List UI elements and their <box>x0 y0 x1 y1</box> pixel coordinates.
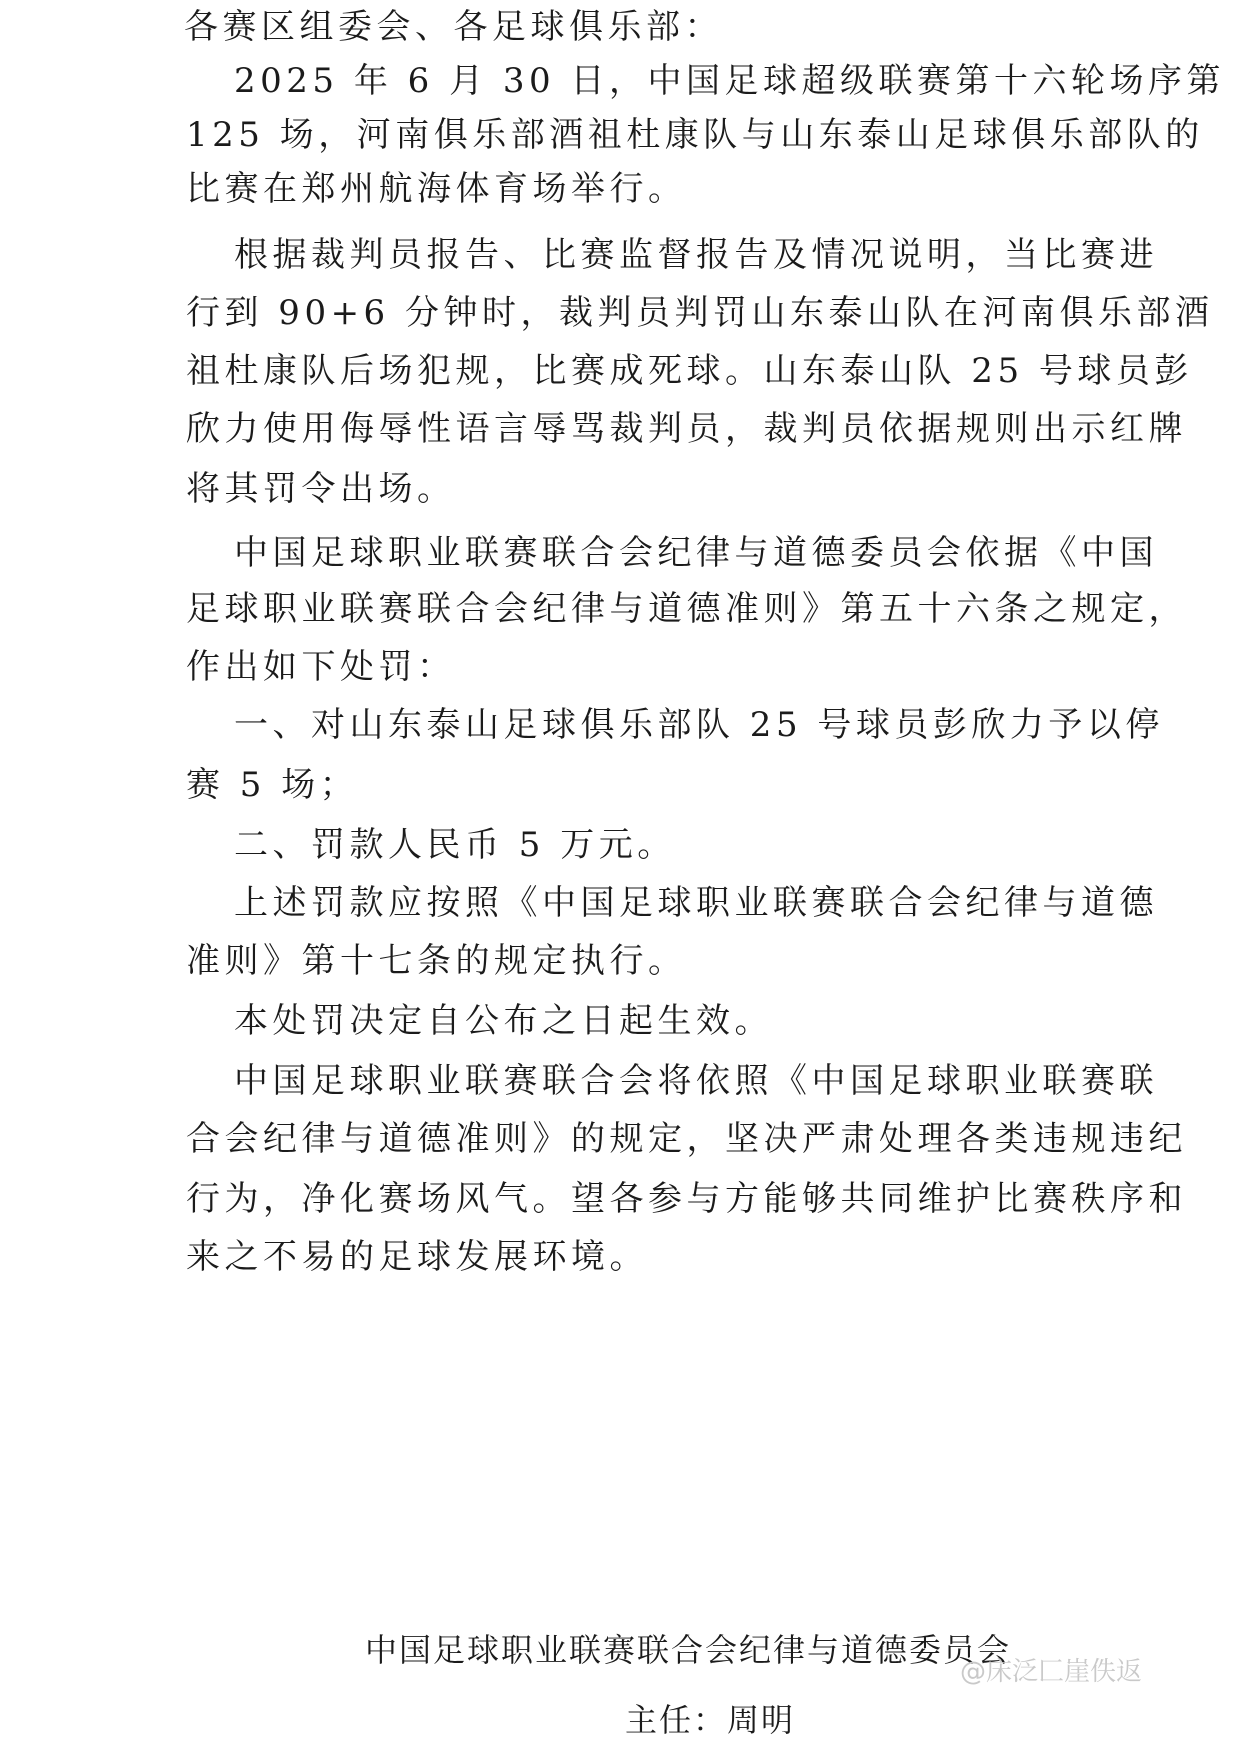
paragraph-line: 作出如下处罚： <box>186 647 456 687</box>
paragraph-line: 将其罚令出场。 <box>186 469 456 509</box>
paragraph-line: 足球职业联赛联合会纪律与道德准则》第五十六条之规定， <box>186 589 1187 629</box>
penalty-item: 赛 5 场； <box>186 765 359 805</box>
paragraph-line: 2025 年 6 月 30 日，中国足球超级联赛第十六轮场序第 <box>234 61 1225 101</box>
watermark: @床泛匚崖佚返 <box>960 1657 1143 1687</box>
paragraph-line: 祖杜康队后场犯规，比赛成死球。山东泰山队 25 号球员彭 <box>186 351 1193 391</box>
paragraph-line: 比赛在郑州航海体育场举行。 <box>186 169 687 209</box>
salutation-line: 各赛区组委会、各足球俱乐部： <box>184 7 723 47</box>
paragraph-line: 中国足球职业联赛联合会纪律与道德委员会依据《中国 <box>234 533 1158 573</box>
paragraph-line: 中国足球职业联赛联合会将依照《中国足球职业联赛联 <box>234 1061 1158 1101</box>
paragraph-line: 行为，净化赛场风气。望各参与方能够共同维护比赛秩序和 <box>186 1179 1187 1219</box>
paragraph-line: 来之不易的足球发展环境。 <box>186 1237 648 1277</box>
paragraph-line: 上述罚款应按照《中国足球职业联赛联合会纪律与道德 <box>234 883 1158 923</box>
issuer-signature: 中国足球职业联赛联合会纪律与道德委员会 <box>365 1631 1012 1669</box>
penalty-item: 二、罚款人民币 5 万元。 <box>234 825 676 865</box>
director-name: 主任：周明 <box>625 1701 796 1739</box>
paragraph-line: 欣力使用侮辱性语言辱骂裁判员，裁判员依据规则出示红牌 <box>186 409 1187 449</box>
penalty-item: 一、对山东泰山足球俱乐部队 25 号球员彭欣力予以停 <box>234 705 1164 745</box>
paragraph-line: 125 场，河南俱乐部酒祖杜康队与山东泰山足球俱乐部队的 <box>186 115 1204 155</box>
paragraph-line: 准则》第十七条的规定执行。 <box>186 941 687 981</box>
paragraph-line: 根据裁判员报告、比赛监督报告及情况说明，当比赛进 <box>234 235 1158 275</box>
paragraph-line: 行到 90+6 分钟时，裁判员判罚山东泰山队在河南俱乐部酒 <box>186 293 1214 333</box>
paragraph-line: 合会纪律与道德准则》的规定，坚决严肃处理各类违规违纪 <box>186 1119 1187 1159</box>
paragraph-line: 本处罚决定自公布之日起生效。 <box>234 1001 773 1041</box>
